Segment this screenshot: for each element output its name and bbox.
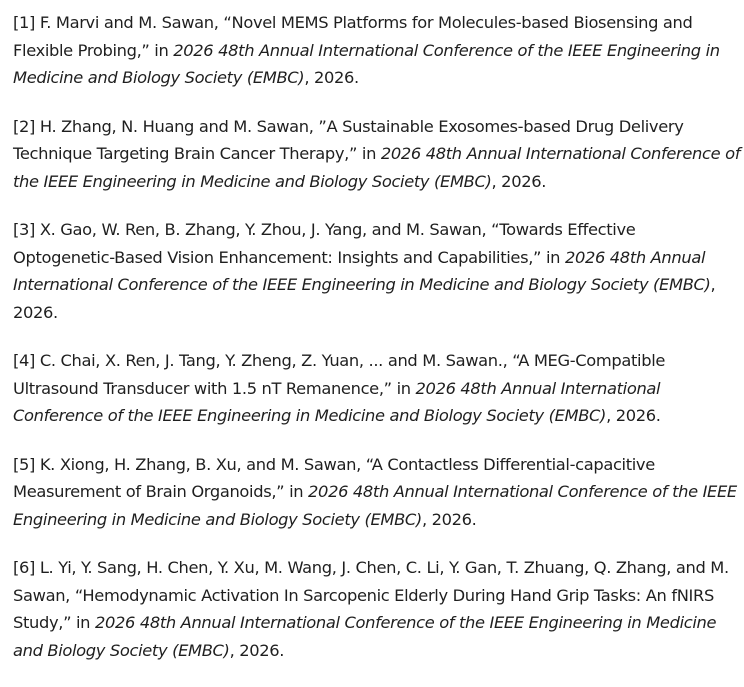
reference-year: , 2026. bbox=[491, 171, 547, 191]
reference-venue: 2026 48th Annual International Conference of the IEEE Engineering in Medicine and Biology Society (EMBC) bbox=[13, 40, 720, 87]
reference-venue: 2026 48th Annual International Conference of the IEEE Engineering in Medicine and Biology Society (EMBC) bbox=[13, 144, 741, 191]
reference-text: [6] L. Yi, Y. Sang, H. Chen, Y. Xu, M. Wang, J. Chen, C. Li, Y. Gan, T. Zhuang, Q. Zhang, and M. Sawan, “Hemodynamic Activation In Sarcopenic Elderly During Hand Grip Tasks: An fNIRS Study,” in bbox=[13, 558, 729, 632]
reference-text: [3] X. Gao, W. Ren, B. Zhang, Y. Zhou, J. Yang, and M. Sawan, “Towards Effective Optogenetic-Based Vision Enhancement: Insights and Capabilities,” in bbox=[13, 220, 636, 267]
reference-year: , 2026. bbox=[229, 640, 285, 660]
reference-year: , 2026. bbox=[13, 275, 716, 322]
reference-text: [5] K. Xiong, H. Zhang, B. Xu, and M. Sawan, “A Contactless Differential-capacitive Measurement of Brain Organoids,” in bbox=[13, 454, 655, 501]
reference-year: , 2026. bbox=[304, 68, 359, 87]
reference-item-1 bbox=[13, 9, 741, 92]
reference-item-3 bbox=[13, 216, 741, 326]
reference-venue: 2026 48th Annual International Conference of the IEEE Engineering in Medicine and Biology Society (EMBC) bbox=[13, 482, 737, 529]
reference-venue: 2026 48th Annual International Conference of the IEEE Engineering in Medicine and Biology Society (EMBC) bbox=[13, 613, 717, 660]
reference-list bbox=[13, 9, 741, 664]
reference-year: , 2026. bbox=[421, 509, 477, 529]
reference-text: [2] H. Zhang, N. Huang and M. Sawan, ”A Sustainable Exosomes-based Drug Delivery Technique Targeting Brain Cancer Therapy,” in bbox=[13, 116, 684, 163]
reference-text: [1] F. Marvi and M. Sawan, “Novel MEMS Platforms for Molecules-based Biosensing and Flexible Probing,” in bbox=[13, 13, 693, 60]
reference-item-4 bbox=[13, 347, 741, 430]
reference-venue: 2026 48th Annual International Conference of the IEEE Engineering in Medicine and Biology Society (EMBC) bbox=[13, 378, 661, 425]
reference-item-5 bbox=[13, 451, 741, 534]
reference-venue: 2026 48th Annual International Conference of the IEEE Engineering in Medicine and Biology Society (EMBC) bbox=[13, 247, 711, 294]
reference-item-2 bbox=[13, 113, 741, 196]
reference-year: , 2026. bbox=[606, 406, 661, 425]
reference-item-6 bbox=[13, 554, 741, 664]
reference-text: [4] C. Chai, X. Ren, J. Tang, Y. Zheng, Z. Yuan, ... and M. Sawan., “A MEG-Compatible Ultrasound Transducer with 1.5 nT Remanence,” in bbox=[13, 351, 666, 398]
